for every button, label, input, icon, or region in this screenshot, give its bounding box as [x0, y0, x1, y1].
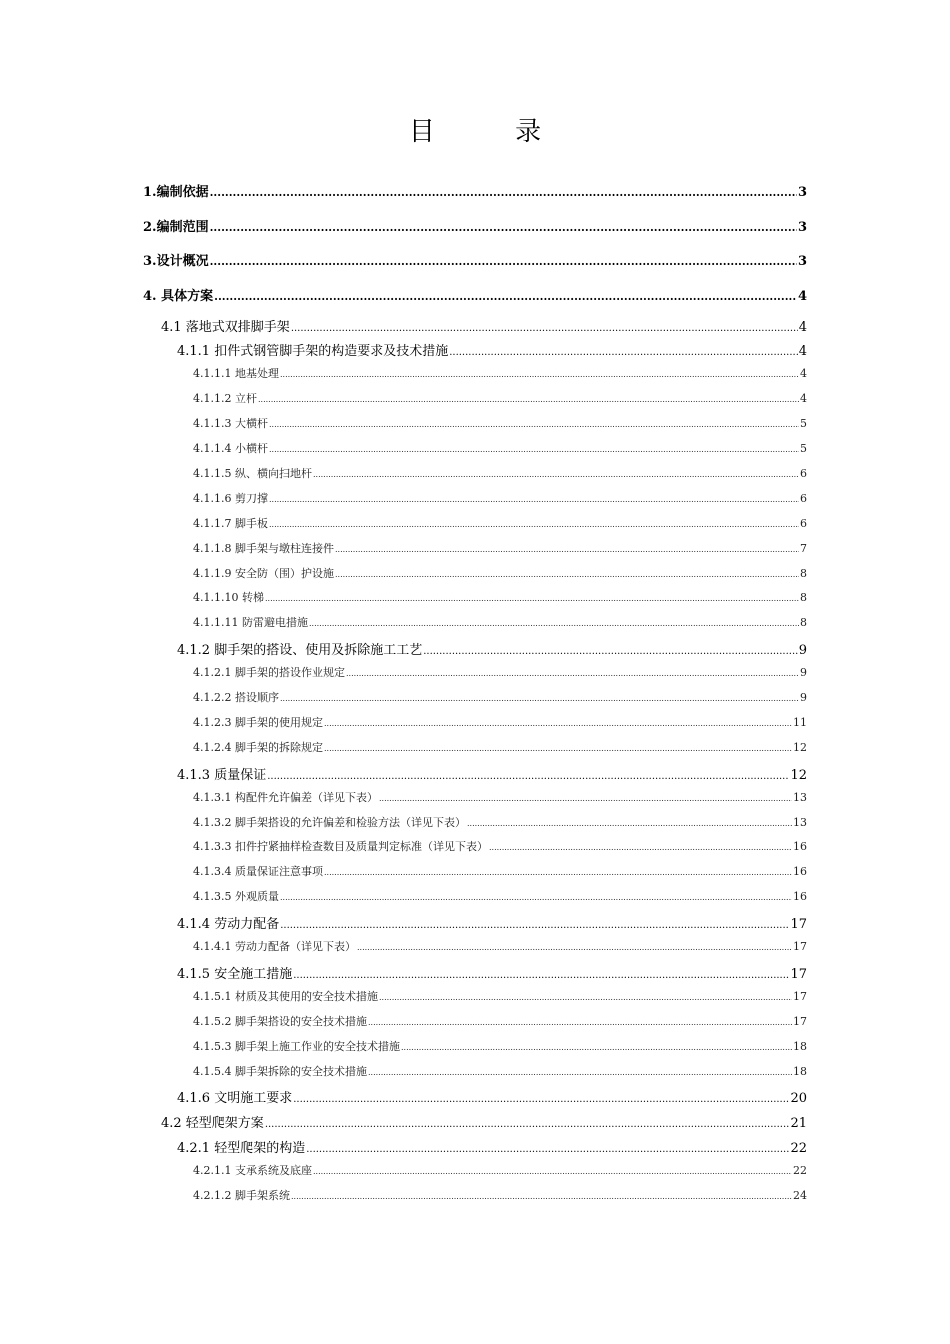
toc-leader-dots: [309, 619, 799, 628]
toc-entry[interactable]: [193, 739, 807, 755]
toc-leader-dots: [335, 545, 799, 554]
toc-entry[interactable]: [193, 365, 807, 381]
toc-leader-dots: [324, 744, 792, 753]
toc-entry[interactable]: [177, 764, 807, 783]
toc-entry-page: 16: [793, 865, 807, 879]
toc-entry-label: 4.1 落地式双排脚手架: [161, 319, 290, 335]
toc-entry-page: 16: [793, 840, 807, 854]
toc-entry-label: 4.1.1.10 转梯: [193, 591, 264, 605]
toc-entry-page: 17: [790, 917, 807, 933]
toc-leader-dots: [335, 570, 799, 579]
toc-entry[interactable]: [193, 390, 807, 406]
toc-leader-dots: [379, 794, 792, 803]
toc-entry-label: 4.1.1.7 脚手板: [193, 516, 268, 530]
toc-leader-dots: [280, 694, 799, 703]
toc-entry[interactable]: [177, 963, 807, 982]
toc-entry[interactable]: [193, 789, 807, 805]
toc-entry[interactable]: [193, 664, 807, 680]
toc-leader-dots: [467, 819, 792, 828]
toc-entry-label: 4.1.2 脚手架的搭设、使用及拆除施工工艺: [177, 643, 423, 659]
toc-leader-dots: [313, 1167, 792, 1176]
toc-entry-label: 4.1.5 安全施工措施: [177, 966, 293, 982]
toc-entry-page: 9: [800, 666, 807, 680]
toc-entry-page: 8: [800, 566, 807, 580]
toc-entry-label: 4.1.3.5 外观质量: [193, 890, 279, 904]
toc-entry-page: 18: [793, 1064, 807, 1078]
toc-entry[interactable]: [193, 465, 807, 481]
toc-leader-dots: [258, 395, 799, 404]
toc-entry[interactable]: [193, 490, 807, 506]
toc-entry[interactable]: [177, 340, 807, 359]
toc-entry-label: 4.1.1.1 地基处理: [193, 367, 279, 381]
toc-entry[interactable]: [193, 1063, 807, 1079]
toc-entry-label: 1.编制依据: [143, 185, 209, 200]
toc-entry-label: 4.1.4.1 劳动力配备（详见下表）: [193, 940, 356, 953]
toc-leader-dots: [346, 669, 799, 678]
toc-entry-label: 4.1.3.3 扣件拧紧抽样检查数目及质量判定标准（详见下表）: [193, 840, 488, 854]
toc-entry-label: 4.1.3.2 脚手架搭设的允许偏差和检验方法（详见下表）: [193, 815, 466, 829]
toc-entry-page: 8: [800, 591, 807, 605]
toc-leader-dots: [324, 719, 792, 728]
toc-entry-label: 4.1.3.1 构配件允许偏差（详见下表）: [193, 790, 378, 804]
toc-leader-dots: [357, 943, 792, 952]
toc-entry-label: 4.1.2.1 脚手架的搭设作业规定: [193, 666, 345, 680]
toc-entry-page: 8: [800, 616, 807, 630]
toc-leader-dots: [269, 495, 799, 504]
toc-entry-label: 4.1.2.2 搭设顺序: [193, 691, 279, 704]
toc-entry-label: 4.1.3 质量保证: [177, 767, 267, 783]
toc-entry-page: 12: [790, 767, 807, 783]
toc-entry-label: 4.1.1.4 小横杆: [193, 442, 268, 455]
toc-entry[interactable]: [177, 1137, 807, 1156]
toc-leader-dots: [368, 1018, 792, 1027]
toc-entry-label: 4.1.5.2 脚手架搭设的安全技术措施: [193, 1014, 367, 1028]
toc-entry-page: 22: [790, 1141, 807, 1157]
toc-leader-dots: [269, 520, 799, 529]
toc-entry-page: 3: [797, 254, 807, 269]
toc-entry-label: 4.1.1.6 剪刀撑: [193, 491, 268, 505]
toc-entry-label: 4.1.1.11 防雷避电措施: [193, 616, 308, 630]
toc-leader-dots: [449, 347, 798, 358]
toc-leader-dots: [313, 470, 799, 479]
toc-entry-page: 17: [793, 940, 807, 953]
toc-entry-label: 4.2.1 轻型爬架的构造: [177, 1141, 306, 1157]
toc-entry[interactable]: [193, 838, 807, 854]
toc-entry-label: 2.编制范围: [143, 219, 209, 235]
toc-leader-dots: [280, 920, 789, 931]
toc-entry-page: 9: [798, 643, 807, 659]
toc-entry[interactable]: [193, 515, 807, 531]
toc-entry[interactable]: [193, 863, 807, 879]
toc-entry-label: 3.设计概况: [143, 254, 209, 269]
toc-entry-page: 13: [793, 790, 807, 804]
toc-entry-label: 4.1.5.1 材质及其使用的安全技术措施: [193, 989, 378, 1003]
toc-entry[interactable]: [193, 1038, 807, 1054]
toc-entry-page: 3: [797, 219, 807, 235]
toc-entry-page: 20: [790, 1091, 807, 1107]
toc-entry-label: 4.1.1.5 纵、横向扫地杆: [193, 466, 312, 480]
toc-entry-page: 24: [793, 1189, 807, 1202]
toc-leader-dots: [291, 323, 798, 334]
toc-leader-dots: [379, 993, 792, 1002]
toc-leader-dots: [293, 1094, 789, 1105]
toc-entry-page: 16: [793, 890, 807, 904]
toc-entry[interactable]: [193, 589, 807, 605]
toc-entry-page: 18: [793, 1039, 807, 1053]
toc-entry-label: 4.1.2.3 脚手架的使用规定: [193, 715, 323, 729]
toc-leader-dots: [210, 255, 797, 268]
toc-leader-dots: [210, 221, 797, 234]
toc-entry-page: 11: [793, 715, 807, 729]
toc-entry[interactable]: [143, 285, 807, 304]
toc-leader-dots: [293, 970, 789, 981]
toc-leader-dots: [291, 1192, 792, 1201]
toc-entry-label: 4. 具体方案: [143, 288, 214, 304]
toc-entry[interactable]: [193, 565, 807, 581]
toc-leader-dots: [269, 445, 799, 454]
toc-leader-dots: [423, 646, 798, 657]
toc-leader-dots: [269, 420, 799, 429]
toc-leader-dots: [306, 1144, 789, 1155]
toc-entry[interactable]: [193, 938, 807, 954]
toc-leader-dots: [265, 594, 799, 603]
toc-entry[interactable]: [193, 540, 807, 556]
toc-entry-label: 4.1.3.4 质量保证注意事项: [193, 865, 323, 879]
toc-leader-dots: [214, 290, 797, 303]
toc-entry-page: 6: [800, 466, 807, 480]
toc-leader-dots: [210, 186, 797, 199]
toc-entry-label: 4.1.6 文明施工要求: [177, 1091, 293, 1107]
toc-entry-page: 22: [793, 1164, 807, 1178]
toc-entry-label: 4.1.4 劳动力配备: [177, 917, 280, 933]
toc-entry-page: 5: [800, 417, 807, 431]
toc-entry[interactable]: [161, 1112, 807, 1131]
toc-entry-label: 4.1.2.4 脚手架的拆除规定: [193, 740, 323, 754]
toc-entry-page: 5: [800, 442, 807, 455]
toc-leader-dots: [368, 1068, 792, 1077]
toc-entry-page: 7: [800, 541, 807, 555]
toc-leader-dots: [267, 771, 789, 782]
toc-entry-page: 21: [790, 1116, 807, 1132]
toc-leader-dots: [489, 843, 792, 852]
toc-entry[interactable]: [193, 440, 807, 456]
toc-entry-page: 6: [800, 516, 807, 530]
toc-entry-label: 4.2.1.1 支承系统及底座: [193, 1164, 312, 1178]
toc-entry-page: 4: [800, 367, 807, 381]
toc-entry[interactable]: [193, 814, 807, 830]
toc-entry[interactable]: [193, 689, 807, 705]
toc-entry-page: 17: [790, 966, 807, 982]
toc-entry-label: 4.1.1.2 立杆: [193, 392, 257, 406]
toc-entry[interactable]: [143, 216, 807, 235]
toc-entry[interactable]: [143, 181, 807, 200]
toc-entry-label: 4.1.5.3 脚手架上施工作业的安全技术措施: [193, 1039, 400, 1053]
toc-entry[interactable]: [143, 250, 807, 269]
toc-entry-page: 4: [797, 288, 807, 304]
toc-entry-label: 4.1.1.8 脚手架与墩柱连接件: [193, 541, 334, 555]
toc-entry-page: 4: [798, 319, 807, 335]
toc-leader-dots: [401, 1043, 792, 1052]
toc-entry-page: 3: [797, 185, 807, 200]
toc-entry-page: 6: [800, 491, 807, 505]
toc-leader-dots: [324, 868, 792, 877]
toc-entry[interactable]: [161, 316, 807, 335]
toc-entry[interactable]: [193, 888, 807, 904]
toc-entry-label: 4.2 轻型爬架方案: [161, 1116, 264, 1132]
toc-entry[interactable]: [177, 1087, 807, 1106]
toc-entry[interactable]: [193, 1162, 807, 1178]
toc-entry-page: 13: [793, 815, 807, 829]
page-title: 目 录: [408, 117, 578, 147]
toc-entry-label: 4.1.1 扣件式钢管脚手架的构造要求及技术措施: [177, 344, 449, 360]
toc-entry-page: 4: [798, 344, 807, 360]
toc-entry[interactable]: [193, 714, 807, 730]
toc-entry[interactable]: [193, 415, 807, 431]
toc-entry-page: 17: [793, 989, 807, 1003]
toc-entry[interactable]: [193, 614, 807, 630]
toc-entry-label: 4.1.1.9 安全防（围）护设施: [193, 566, 334, 580]
toc-entry-page: 9: [800, 691, 807, 704]
toc-entry-page: 12: [793, 740, 807, 754]
toc-entry-page: 17: [793, 1014, 807, 1028]
toc-entry-label: 4.1.5.4 脚手架拆除的安全技术措施: [193, 1064, 367, 1078]
toc-entry[interactable]: [177, 913, 807, 932]
toc-entry[interactable]: [193, 1013, 807, 1029]
toc-entry[interactable]: [193, 1187, 807, 1203]
toc-entry[interactable]: [193, 988, 807, 1004]
toc-entry-label: 4.1.1.3 大横杆: [193, 417, 268, 431]
toc-entry-page: 4: [800, 392, 807, 406]
toc-leader-dots: [265, 1119, 790, 1130]
toc-entry[interactable]: [177, 639, 807, 658]
toc-leader-dots: [280, 370, 799, 379]
toc-entry-label: 4.2.1.2 脚手架系统: [193, 1189, 290, 1202]
toc-leader-dots: [280, 893, 792, 902]
